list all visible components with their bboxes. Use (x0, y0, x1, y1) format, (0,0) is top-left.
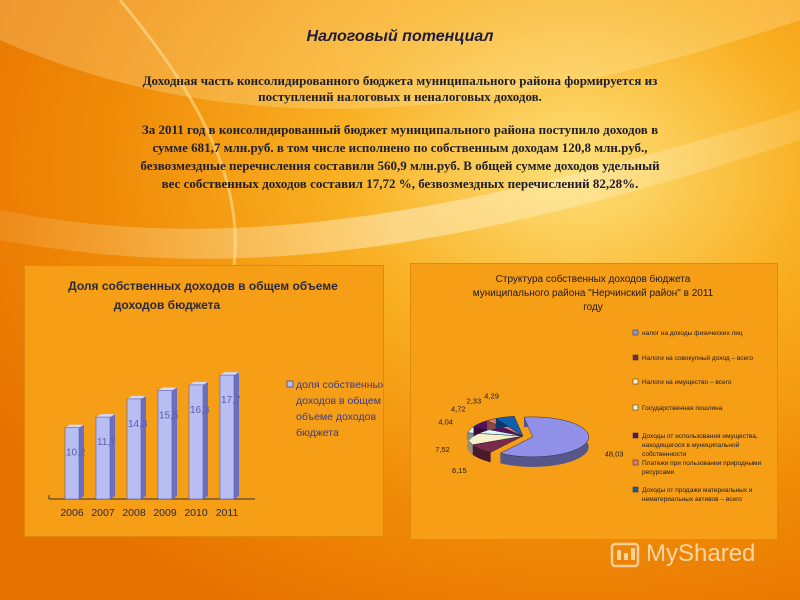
bar-chart-legend (287, 379, 383, 439)
pie-chart-title-line-1: Структура собственных доходов бюджета (495, 274, 691, 285)
pie-legend-swatch (633, 487, 638, 492)
pie-slice-label: 2,33 (466, 396, 482, 406)
pie-legend-label: ресурсами (642, 469, 675, 476)
bar-legend-line-4: бюджета (296, 427, 339, 439)
bar-value-label: 17,7 (221, 395, 241, 407)
bar-chart-title-line-2: доходов бюджета (113, 298, 221, 312)
pie-legend-label: Налоги на имущество – всего (642, 379, 732, 386)
bar-chart-bars (60, 372, 241, 519)
summary-line-4: вес собственных доходов составил 17,72 %, безвозмездных перечислений 82,28%. (161, 176, 639, 191)
bar-side (110, 414, 115, 499)
summary-line-2: сумме 681,7 млн.руб. в том числе исполнено по собственным доходам 120,8 млн.руб., (152, 140, 648, 155)
pie-legend-label: нематериальных активов – всего (642, 496, 742, 503)
pie-legend-label: Доходы от использования имущества, (642, 433, 758, 440)
bar-side (234, 372, 239, 499)
bar-2011 (220, 375, 234, 499)
pie-legend-label: собственности (642, 451, 687, 458)
bar-category-label: 2011 (215, 507, 239, 519)
summary-paragraph (60, 121, 740, 193)
pie-slice-label: 6,15 (452, 466, 467, 476)
bar-side (141, 396, 146, 499)
bar-value-label: 14,3 (128, 418, 148, 430)
bar-2006 (65, 428, 79, 499)
pie-slice-label: 48,03 (604, 449, 624, 459)
watermark-logo (606, 538, 646, 574)
bar-legend-line-3: объеме доходов (296, 411, 377, 423)
bar-legend-line-2: доходов в общем (296, 395, 381, 407)
bar-category-label: 2006 (60, 507, 84, 519)
summary-line-3: безвозмездные перечисления составили 560,9 млн.руб. В общей сумме доходов удельный (140, 158, 660, 173)
pie-slice-label: 7,52 (435, 445, 450, 455)
bar-value-label: 15,5 (159, 410, 179, 422)
watermark-text: MyShared (646, 540, 756, 567)
pie-legend-swatch (633, 330, 638, 335)
bar-legend-swatch (287, 381, 293, 387)
bar-value-label: 16,3 (190, 404, 210, 416)
pie-chart-panel (410, 263, 778, 540)
pie-slice-label: 4,72 (450, 404, 466, 414)
pie-slice-label: 4,29 (484, 391, 499, 401)
bar-chart-title-line-1: Доля собственных доходов в общем объеме (68, 279, 338, 293)
pie-legend-swatch (633, 379, 638, 384)
bar-side (203, 382, 208, 499)
pie-legend-label: находящегося в муниципальной (642, 442, 740, 449)
bar-2009 (158, 391, 172, 500)
pie-legend-label: Государственная пошлина (642, 405, 723, 412)
bar-chart-panel (24, 265, 384, 537)
bar-category-label: 2008 (122, 507, 146, 519)
bar-legend-line-1: доля собственных (296, 379, 383, 391)
bar-2007 (96, 417, 110, 499)
pie-legend-swatch (633, 405, 638, 410)
bar-category-label: 2007 (91, 507, 115, 519)
bar-value-label: 11,7 (97, 437, 116, 449)
pie-slice-label: 4,04 (438, 417, 453, 427)
pie-chart-title-line-2: муниципального района "Нерчинский район" в 2011 (472, 288, 714, 299)
slide-title: Налоговый потенциал (306, 28, 494, 45)
pie-legend-label: налог на доходы физических лиц (642, 330, 743, 337)
pie-legend-swatch (633, 460, 638, 465)
bar-category-label: 2009 (153, 507, 177, 519)
bar-value-label: 10,2 (66, 447, 86, 459)
intro-line-2: поступлений налоговых и неналоговых доходов. (258, 89, 542, 104)
bar-2008 (127, 399, 141, 499)
bar-2010 (189, 385, 203, 499)
intro-paragraph (60, 73, 740, 105)
bar-chart (25, 266, 383, 536)
pie-chart (411, 264, 777, 539)
bar-category-label: 2010 (184, 507, 208, 519)
pie-legend-label: Налоги на совокупный доход – всего (642, 355, 754, 362)
pie-legend-swatch (633, 433, 638, 438)
summary-line-1: За 2011 год в консолидированный бюджет муниципального района поступило доходов в (141, 122, 659, 137)
pie-chart-legend (633, 330, 761, 503)
bar-side (172, 388, 177, 500)
pie-legend-swatch (633, 355, 638, 360)
pie-legend-label: Платежи при пользовании природными (642, 460, 762, 467)
bar-side (79, 425, 84, 499)
pie-chart-title-line-3: году (583, 302, 603, 313)
pie-legend-label: Доходы от продажи материальных и (642, 487, 753, 494)
intro-line-1: Доходная часть консолидированного бюджета муниципального района формируется из (142, 73, 658, 88)
pie-chart-slices (467, 416, 589, 467)
